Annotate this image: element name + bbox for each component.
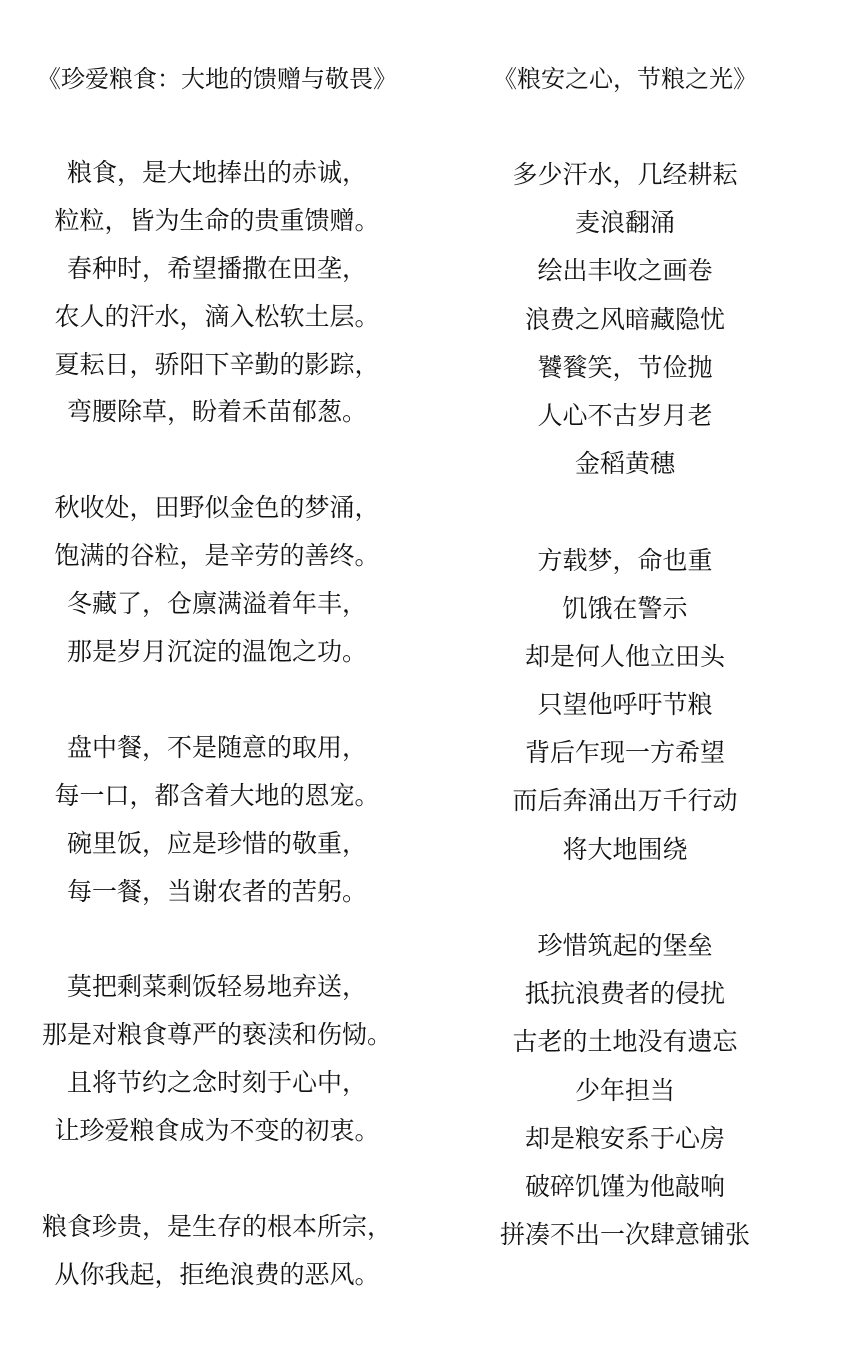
poem-line: 春种时，希望播撒在田垄， — [66, 253, 367, 283]
stanza — [440, 537, 810, 874]
poem-line: 从你我起，拒绝浪费的恶风。 — [54, 1259, 380, 1289]
poem-title: 《粮安之心，节粮之光》 — [493, 65, 757, 93]
poem-line: 每一口，都含着大地的恩宠。 — [54, 780, 380, 810]
poem-line: 背后乍现一方希望 — [524, 738, 725, 768]
stanza — [12, 963, 422, 1155]
poem-line: 破碎饥馑为他敲响 — [524, 1171, 725, 1201]
poem-line: 秋收处，田野似金色的梦涌， — [54, 493, 380, 523]
poem-body — [440, 151, 810, 1308]
poem-line: 金稻黄穗 — [574, 449, 675, 479]
stanza — [440, 922, 810, 1259]
poem-line: 饱满的谷粒，是辛劳的善终。 — [54, 541, 380, 571]
poem-line: 方载梦，命也重 — [537, 545, 713, 575]
poem-line: 且将节约之念时刻于心中， — [66, 1068, 367, 1098]
stanza — [440, 151, 810, 488]
poem-line: 浪费之风暗藏隐忧 — [524, 304, 725, 334]
poem-line: 夏耘日，骄阳下辛勤的影踪， — [54, 349, 380, 379]
poem-line: 麦浪翻涌 — [574, 208, 675, 238]
poem-title: 《珍爱粮食：大地的馈赠与敬畏》 — [37, 65, 397, 93]
poem-body — [12, 149, 422, 1347]
poem-line: 莫把剩菜剩饭轻易地弃送， — [66, 972, 367, 1002]
stanza — [12, 484, 422, 676]
poem-line: 却是何人他立田头 — [524, 641, 725, 671]
poem-line: 粮食，是大地捧出的赤诚， — [66, 158, 367, 187]
poem-line: 农人的汗水，滴入松软土层。 — [54, 301, 380, 331]
poem-line: 碗里饭，应是珍惜的敬重， — [66, 828, 367, 858]
poem-line: 弯腰除草，盼着禾苗郁葱。 — [66, 397, 367, 427]
stanza — [12, 1203, 422, 1299]
poem-line: 人心不古岁月老 — [537, 400, 713, 430]
poem-line: 粒粒，皆为生命的贵重馈赠。 — [54, 205, 380, 235]
poem-line: 盘中餐，不是随意的取用， — [66, 732, 367, 762]
poem-line: 那是对粮食尊严的亵渎和伤恸。 — [41, 1020, 392, 1050]
poem-line: 少年担当 — [574, 1075, 675, 1105]
poem-line: 古老的土地没有遗忘 — [512, 1027, 738, 1057]
poem-line: 粮食珍贵，是生存的根本所宗， — [41, 1212, 392, 1242]
poem-line: 那是岁月沉淀的温饱之功。 — [66, 637, 367, 667]
poem-line: 多少汗水，几经耕耘 — [512, 160, 738, 189]
poem-line: 饥饿在警示 — [562, 593, 688, 623]
stanza — [12, 724, 422, 916]
poem-line: 珍惜筑起的堡垒 — [537, 931, 713, 960]
poem-line: 只望他呼吁节粮 — [537, 690, 713, 720]
poem-line: 让珍爱粮食成为不变的初衷。 — [54, 1116, 380, 1146]
stanza — [12, 149, 422, 436]
poem-line: 却是粮安系于心房 — [524, 1123, 725, 1153]
poem-line: 冬藏了，仓廪满溢着年丰， — [66, 589, 367, 619]
poem-line: 抵抗浪费者的侵扰 — [524, 979, 725, 1009]
poem-line: 绘出丰收之画卷 — [537, 256, 713, 286]
poem-line: 拼凑不出一次肆意铺张 — [499, 1220, 750, 1250]
poem-line: 而后奔涌出万千行动 — [512, 786, 738, 816]
poem-line: 将大地围绕 — [562, 834, 688, 864]
poem-line: 每一餐，当谢农者的苦躬。 — [66, 876, 367, 906]
poem-line: 饕餮笑，节俭抛 — [537, 352, 713, 382]
